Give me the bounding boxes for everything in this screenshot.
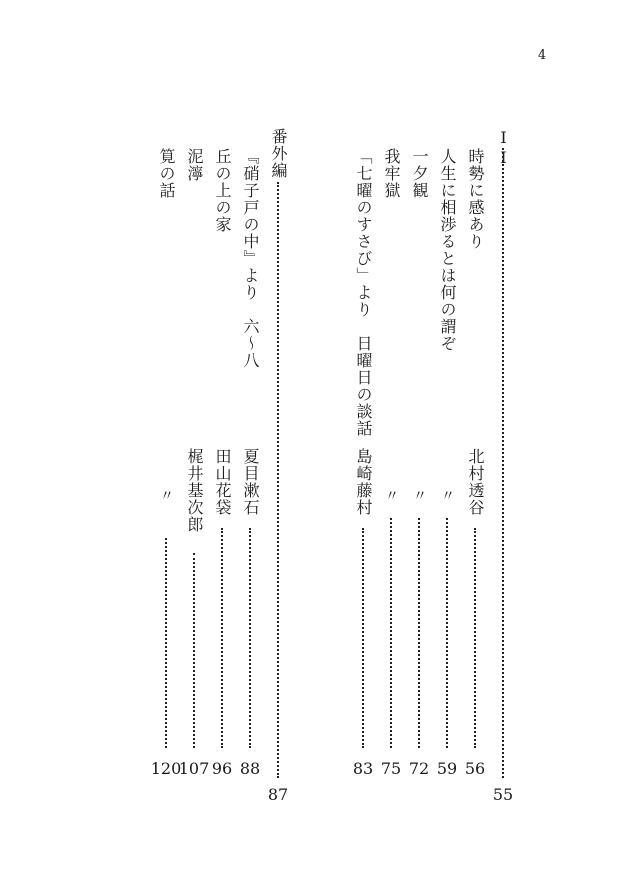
entry-author: 島崎藤村 (354, 448, 373, 516)
entry-author: 梶井基次郎 (185, 448, 204, 533)
entry-title: 人生に相渉るとは何の謂ぞ (438, 148, 457, 352)
entry-author: 〃 (158, 488, 174, 503)
entry-title: 丘の上の家 (213, 148, 232, 233)
dot-leader (390, 518, 392, 748)
dot-leader (249, 528, 251, 748)
toc-entry[interactable] (406, 128, 432, 818)
section-heading-ii (490, 128, 516, 818)
entry-author: 田山花袋 (213, 448, 232, 516)
entry-page: 120 (150, 759, 182, 778)
entry-page: 59 (436, 759, 458, 778)
entry-page: 56 (464, 759, 486, 778)
section-heading-page: 87 (267, 785, 289, 804)
entry-page: 107 (178, 759, 210, 778)
entry-page: 88 (239, 759, 261, 778)
section-heading-bangaihen (265, 128, 291, 818)
entry-title: 一夕観 (410, 148, 429, 199)
section-heading-page: 55 (492, 785, 514, 804)
dot-leader (418, 518, 420, 748)
toc-entry[interactable] (237, 128, 263, 818)
dot-leader (474, 528, 476, 748)
section-heading-label: 番外編 (269, 128, 288, 179)
page-number: 4 (537, 48, 547, 63)
entry-author: 〃 (411, 488, 427, 503)
toc-entry[interactable] (462, 128, 488, 818)
entry-title: 『硝子戸の中』より 六〜八 (241, 148, 260, 369)
entry-page: 75 (380, 759, 402, 778)
dot-leader (362, 528, 364, 748)
entry-author: 北村透谷 (466, 448, 485, 516)
dot-leader (221, 528, 223, 748)
entry-page: 96 (211, 759, 233, 778)
dot-leader (165, 538, 167, 748)
entry-title: 時勢に感あり (466, 148, 485, 250)
toc-entry[interactable] (209, 128, 235, 818)
dot-leader (193, 553, 195, 748)
toc-entry[interactable] (434, 128, 460, 818)
entry-title: 筧の話 (157, 148, 176, 199)
toc-entry[interactable] (150, 128, 182, 818)
toc-entry[interactable] (378, 128, 404, 818)
entry-title: 泥濘 (185, 148, 204, 182)
dot-leader (502, 148, 504, 778)
entry-author: 〃 (383, 488, 399, 503)
entry-page: 83 (352, 759, 374, 778)
toc-entry[interactable] (350, 128, 376, 818)
dot-leader (446, 518, 448, 748)
table-of-contents (130, 128, 530, 818)
entry-author: 〃 (439, 488, 455, 503)
toc-entry[interactable] (178, 128, 210, 818)
entry-page: 72 (408, 759, 430, 778)
entry-author: 夏目漱石 (241, 448, 260, 516)
dot-leader (277, 182, 279, 778)
section-heading-label: II (494, 128, 513, 168)
entry-title: 「七曜のすさび」より 日曜日の談話 (354, 148, 373, 437)
entry-title: 我牢獄 (382, 148, 401, 199)
